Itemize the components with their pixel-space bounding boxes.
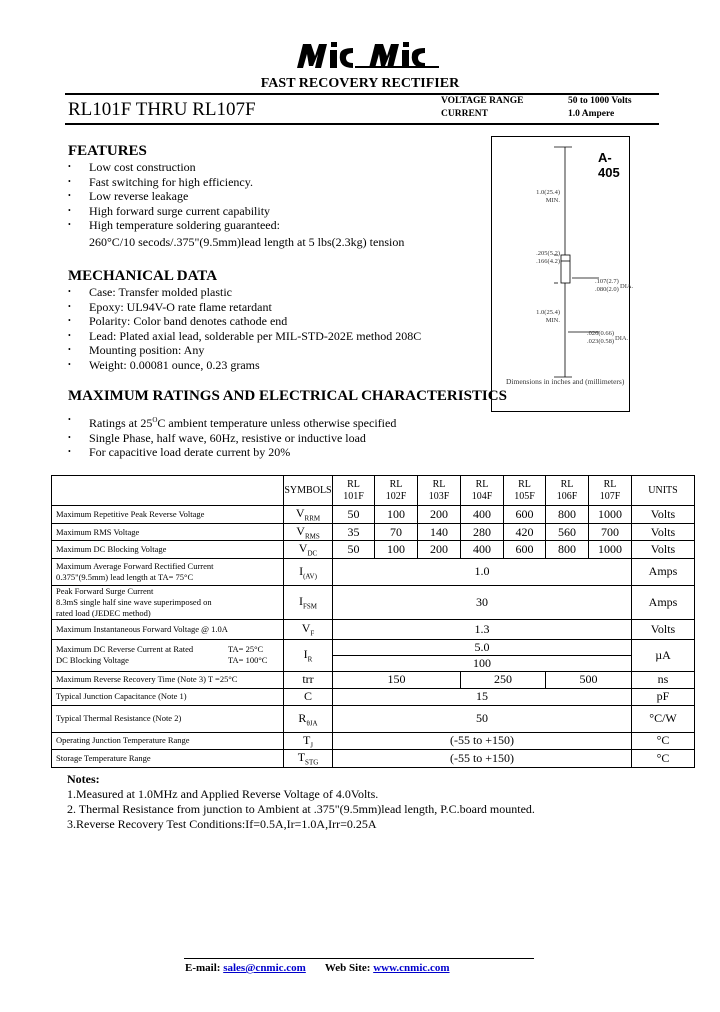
list-item: • Case: Transfer molded plastic — [68, 285, 421, 300]
dim-body-length-max: .205(5.2) — [536, 250, 560, 257]
document-title: FAST RECOVERY RECTIFIER — [260, 76, 460, 91]
list-item: • Ratings at $25^OC$ ambient temperature unless otherwise specified — [68, 413, 396, 431]
table-row — [52, 750, 695, 767]
table-row — [52, 688, 695, 705]
table-cell: Maximum Repetitive Peak Reverse Voltage — [52, 506, 284, 524]
table-cell: Maximum Average Forward Rectified Current 0.375"(9.5mm) lead length at TA= 75°C — [52, 558, 284, 585]
list-item: • Mounting position: Any — [68, 343, 421, 358]
diode-outline — [492, 137, 629, 411]
voltage-range-label: VOLTAGE RANGE — [441, 96, 524, 106]
part-header: RL 107F — [589, 476, 632, 506]
table-row — [52, 671, 695, 688]
table-cell: Volts — [632, 541, 695, 558]
note-item: 1.Measured at 1.0MHz and Applied Reverse Voltage of 4.0Volts. — [67, 787, 379, 801]
list-item: • For capacitive load derate current by 20% — [68, 445, 396, 460]
dim-lead-top: 1.0(25.4) — [536, 189, 560, 196]
table-cell: $T_{STG}$ — [284, 750, 333, 767]
table-cell: 1.0 — [333, 558, 632, 585]
table-cell: µA — [632, 639, 695, 671]
part-header: RL 101F — [333, 476, 375, 506]
dim-lead-bottom: 1.0(25.4) — [536, 309, 560, 316]
table-cell: trr — [284, 671, 333, 688]
table-cell: Maximum Instantaneous Forward Voltage @ 1.0A — [52, 619, 284, 639]
units-header: UNITS — [632, 476, 695, 506]
table-cell: Typical Thermal Resistance (Note 2) — [52, 705, 284, 732]
table-cell: Maximum DC Reverse Current at Rated DC Blocking Voltage TA= 25°C TA= 100°C — [52, 639, 284, 671]
table-cell: 250 — [461, 671, 546, 688]
part-header: RL 106F — [546, 476, 589, 506]
dim-body-dia-max: .107(2.7) — [595, 278, 619, 285]
table-cell: 100 — [333, 655, 632, 671]
package-name: A-405 — [598, 150, 620, 180]
table-cell: 70 — [375, 524, 418, 541]
table-cell: 280 — [461, 524, 504, 541]
voltage-range-value: 50 to 1000 Volts — [568, 96, 632, 106]
table-cell: Maximum DC Blocking Voltage — [52, 541, 284, 558]
table-cell: 100 — [375, 506, 418, 524]
table-cell: ns — [632, 671, 695, 688]
table-cell: $T_J$ — [284, 732, 333, 749]
dim-body-length-min: .166(4.2) — [536, 258, 560, 265]
table-cell: 50 — [333, 705, 632, 732]
table-cell: 800 — [546, 506, 589, 524]
dim-body-dia-min: .080(2.0) — [595, 286, 619, 293]
table-cell: 1000 — [589, 541, 632, 558]
table-cell: $V_{RMS}$ — [284, 524, 333, 541]
table-cell: Volts — [632, 506, 695, 524]
current-label: CURRENT — [441, 109, 488, 119]
table-row — [52, 585, 695, 619]
ratings-table — [51, 475, 695, 768]
notes-title: Notes: — [67, 772, 100, 786]
part-header: RL 102F — [375, 476, 418, 506]
table-cell: 1.3 — [333, 619, 632, 639]
table-cell: 700 — [589, 524, 632, 541]
units-note: Dimensions in inches and (millimeters) — [506, 377, 625, 386]
part-number-title: RL101F THRU RL107F — [68, 99, 256, 120]
dim-lead-dia-max: .026(0.66) — [587, 330, 615, 337]
table-cell: Volts — [632, 619, 695, 639]
title-rule — [65, 93, 659, 95]
table-cell: 140 — [418, 524, 461, 541]
table-row — [52, 524, 695, 541]
table-header-row — [52, 476, 695, 506]
list-item: • High forward surge current capability — [68, 204, 280, 219]
table-cell: Maximum Reverse Recovery Time (Note 3) T =25°C — [52, 671, 284, 688]
list-item: • Weight: 0.00081 ounce, 0.23 grams — [68, 358, 421, 373]
table-cell: 30 — [333, 585, 632, 619]
table-cell: pF — [632, 688, 695, 705]
note-item: 3.Reverse Recovery Test Conditions:If=0.5A,Ir=1.0A,Irr=0.25A — [67, 817, 377, 831]
table-cell: Amps — [632, 558, 695, 585]
list-item: • Lead: Plated axial lead, solderable per MIL-STD-202E method 208C — [68, 329, 421, 344]
header-rule — [65, 123, 659, 125]
table-cell: 400 — [461, 506, 504, 524]
table-cell: Amps — [632, 585, 695, 619]
table-cell: 200 — [418, 506, 461, 524]
table-row — [52, 705, 695, 732]
table-cell: $V_F$ — [284, 619, 333, 639]
table-row — [52, 558, 695, 585]
website-label: Web Site: — [324, 962, 371, 974]
table-cell: 600 — [504, 541, 546, 558]
website-link[interactable]: www.cnmic.com — [373, 962, 450, 974]
table-cell: 15 — [333, 688, 632, 705]
table-cell: Volts — [632, 524, 695, 541]
current-value: 1.0 Ampere — [568, 109, 615, 119]
table-cell: 420 — [504, 524, 546, 541]
list-item: • Polarity: Color band denotes cathode end — [68, 314, 421, 329]
table-cell: 35 — [333, 524, 375, 541]
symbols-header: SYMBOLS — [284, 476, 333, 506]
table-cell: (-55 to +150) — [333, 750, 632, 767]
table-cell: Peak Forward Surge Current 8.3mS single half sine wave superimposed on rated load (JEDEC method) — [52, 585, 284, 619]
table-cell: $I_{(AV)}$ — [284, 558, 333, 585]
table-row — [52, 732, 695, 749]
list-item: • High temperature soldering guaranteed: — [68, 218, 280, 233]
table-cell: 200 — [418, 541, 461, 558]
footer — [185, 962, 450, 974]
table-cell: $R_{\theta JA}$ — [284, 705, 333, 732]
table-row — [52, 639, 695, 655]
table-row — [52, 619, 695, 639]
features-title: FEATURES — [68, 143, 147, 159]
mechanical-title: MECHANICAL DATA — [68, 268, 218, 284]
list-item: • Low reverse leakage — [68, 189, 280, 204]
package-drawing — [491, 136, 634, 412]
table-cell: (-55 to +150) — [333, 732, 632, 749]
table-cell: 400 — [461, 541, 504, 558]
list-item: • Fast switching for high efficiency. — [68, 175, 280, 190]
table-cell: 560 — [546, 524, 589, 541]
table-cell: Operating Junction Temperature Range — [52, 732, 284, 749]
table-cell: $V_{RRM}$ — [284, 506, 333, 524]
table-cell: C — [284, 688, 333, 705]
email-label: E-mail: — [185, 962, 221, 974]
features-list — [68, 160, 280, 233]
dim-min-bottom: MIN. — [545, 317, 560, 324]
dim-min-top: MIN. — [545, 197, 560, 204]
table-cell: 100 — [375, 541, 418, 558]
table-cell: Maximum RMS Voltage — [52, 524, 284, 541]
table-cell: $I_{FSM}$ — [284, 585, 333, 619]
list-item: • Single Phase, half wave, 60Hz, resistive or inductive load — [68, 431, 396, 446]
table-cell: 1000 — [589, 506, 632, 524]
note-item: 2. Thermal Resistance from junction to Ambient at .375"(9.5mm)lead length, P.C.board mounted. — [67, 802, 535, 816]
footer-rule — [184, 958, 534, 959]
list-item: • Low cost construction — [68, 160, 280, 175]
table-row — [52, 541, 695, 558]
company-logo — [293, 40, 443, 70]
mechanical-list — [68, 285, 421, 372]
ratings-title: MAXIMUM RATINGS AND ELECTRICAL CHARACTERISTICS — [68, 388, 507, 404]
part-header: RL 103F — [418, 476, 461, 506]
table-cell: $I_R$ — [284, 639, 333, 671]
table-cell: 50 — [333, 541, 375, 558]
email-link[interactable]: sales@cnmic.com — [223, 962, 306, 974]
dia-label-body: DIA. — [620, 283, 634, 290]
table-cell: $V_{DC}$ — [284, 541, 333, 558]
table-cell: °C — [632, 732, 695, 749]
table-cell: 5.0 — [333, 639, 632, 655]
table-cell: 150 — [333, 671, 461, 688]
table-cell: 50 — [333, 506, 375, 524]
ratings-list — [68, 413, 396, 460]
table-cell: °C/W — [632, 705, 695, 732]
table-cell: 800 — [546, 541, 589, 558]
part-header: RL 105F — [504, 476, 546, 506]
dim-lead-dia-min: .023(0.58) — [587, 338, 615, 345]
features-continuation: 260°C/10 secods/.375"(9.5mm)lead length at 5 lbs(2.3kg) tension — [89, 235, 405, 249]
list-item: • Epoxy: UL94V-O rate flame retardant — [68, 300, 421, 315]
table-cell: 500 — [546, 671, 632, 688]
table-cell: Storage Temperature Range — [52, 750, 284, 767]
table-cell — [52, 476, 284, 506]
part-header: RL 104F — [461, 476, 504, 506]
table-row — [52, 506, 695, 524]
table-cell: Typical Junction Capacitance (Note 1) — [52, 688, 284, 705]
table-cell: °C — [632, 750, 695, 767]
notes — [67, 772, 535, 832]
table-cell: 600 — [504, 506, 546, 524]
dia-label-lead: DIA. — [615, 335, 629, 342]
